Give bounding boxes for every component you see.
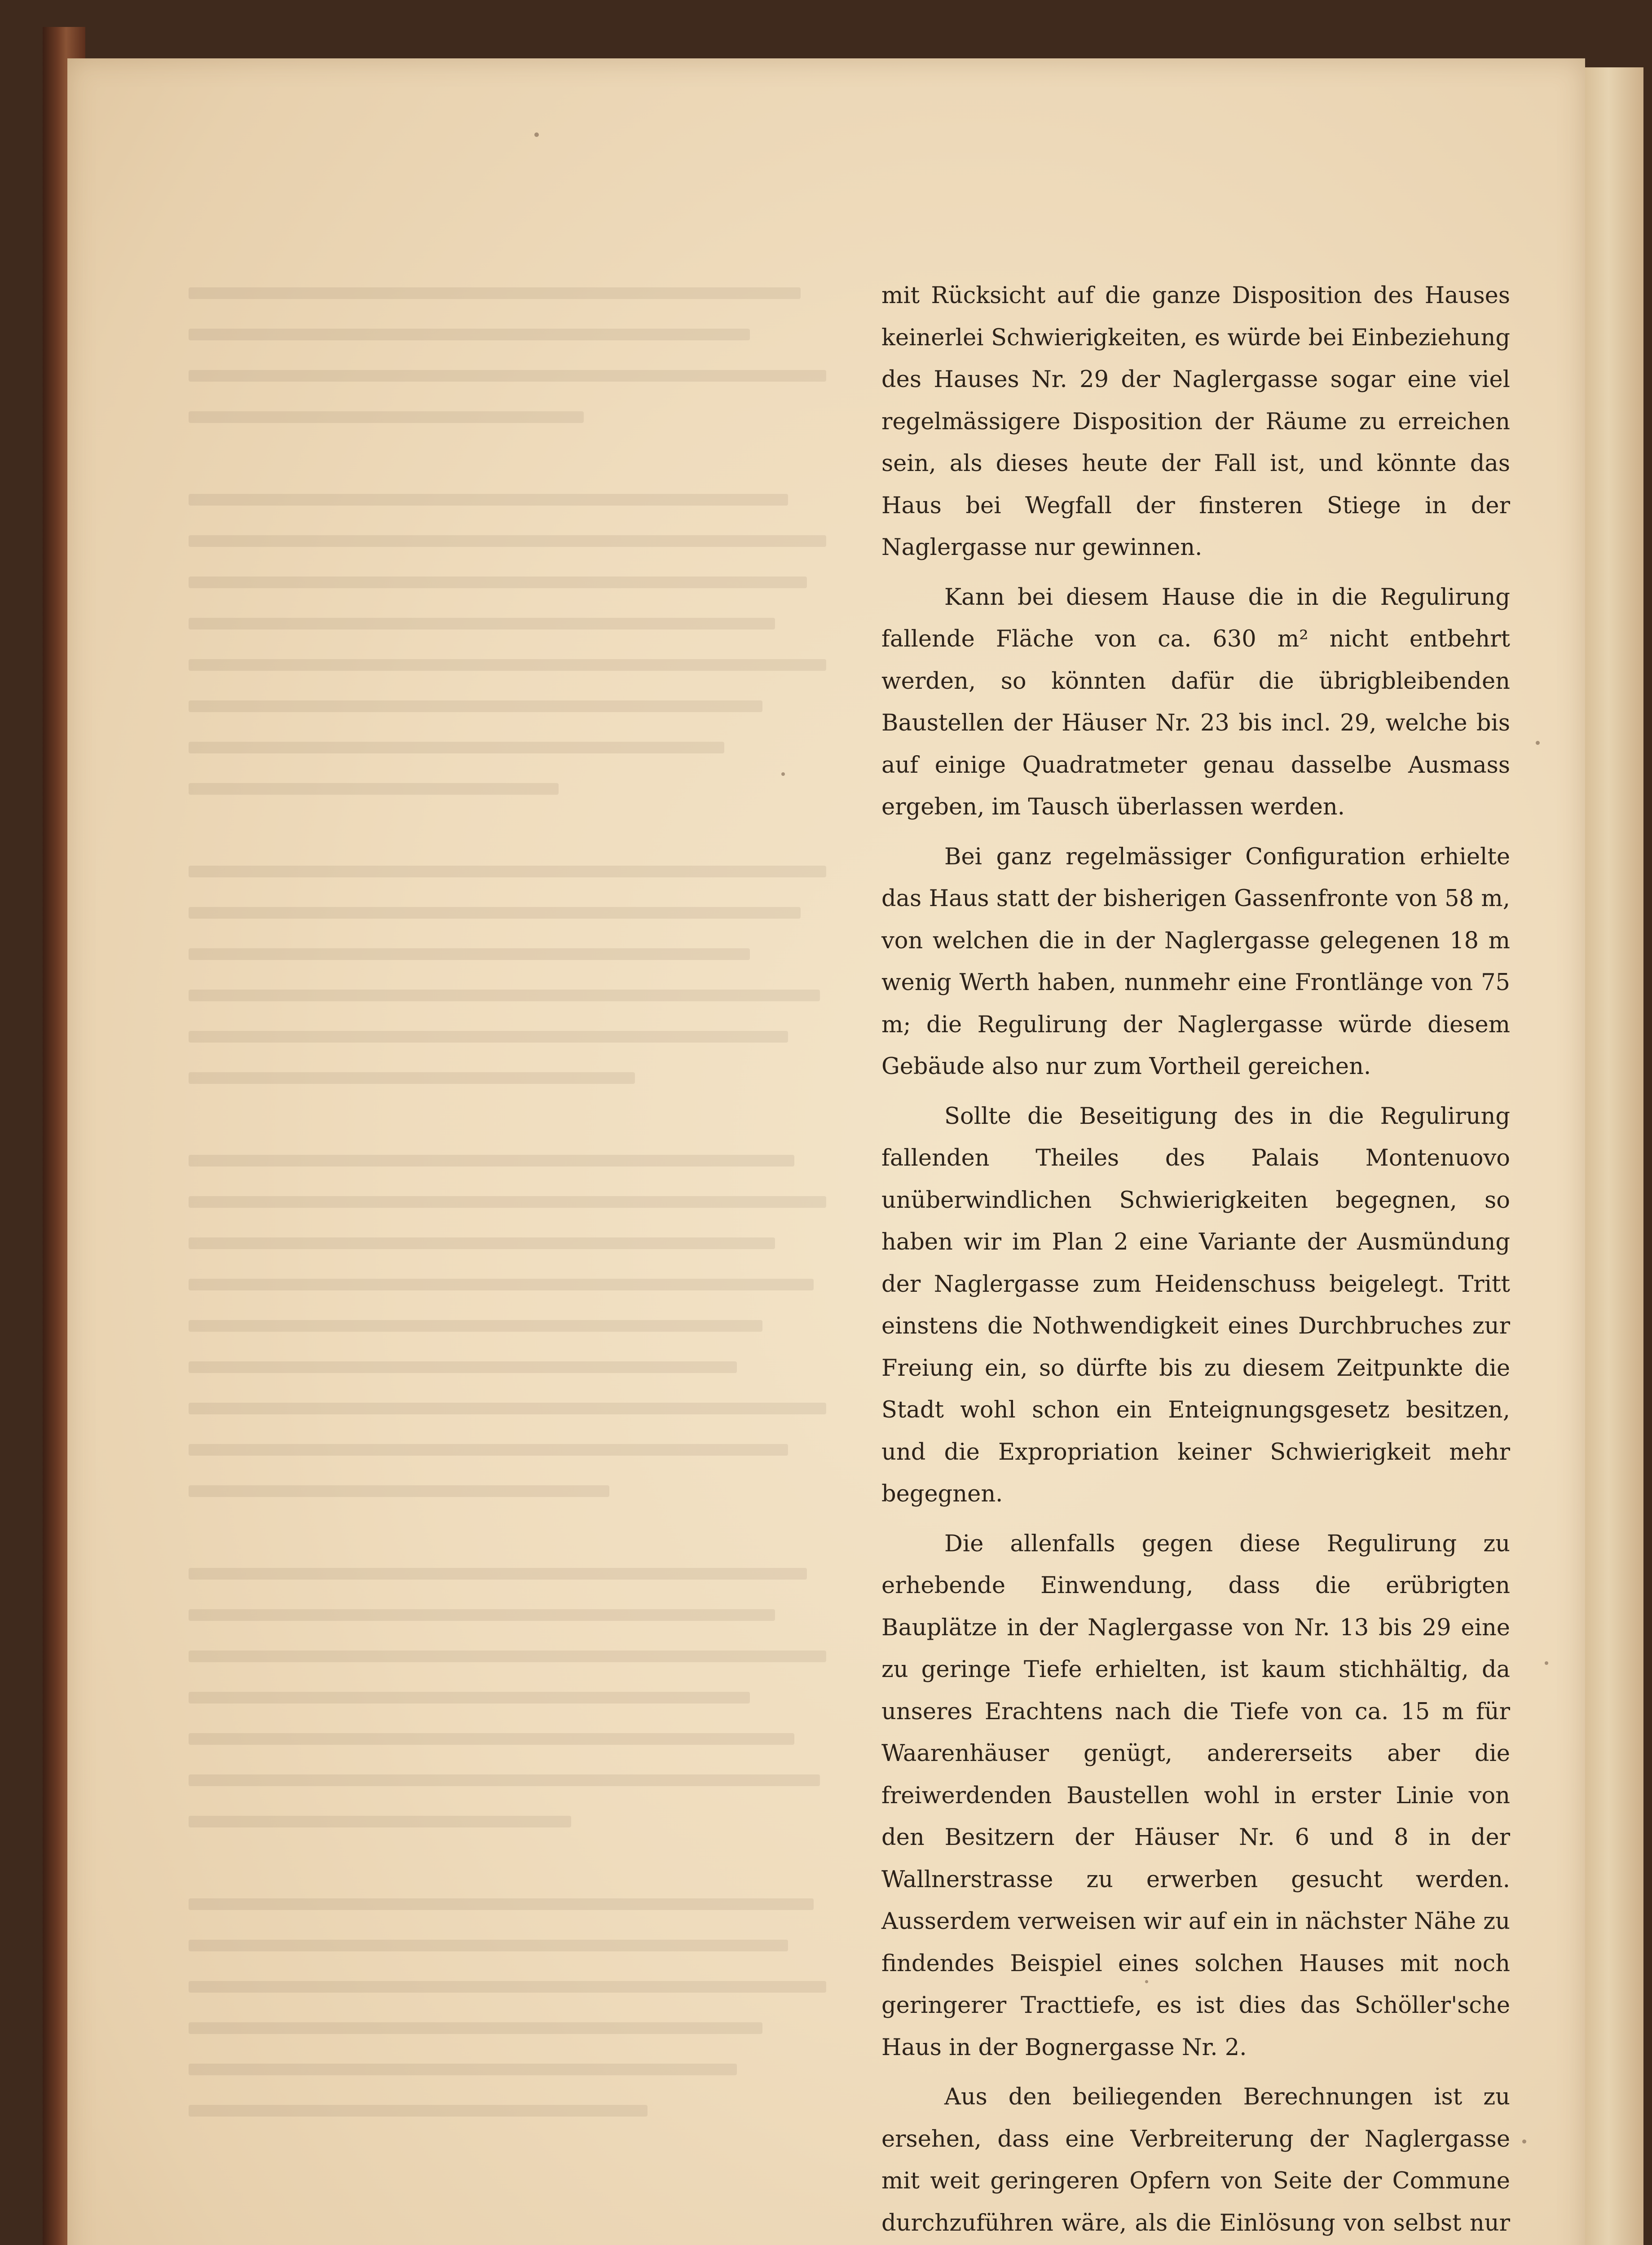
bleed-line xyxy=(189,742,724,753)
bleed-line xyxy=(189,907,801,919)
bleed-line xyxy=(189,1733,794,1745)
paragraph: Aus den beiliegenden Berechnungen ist zu ersehen, dass eine Verbreiterung der Naglergasse mit weit geringeren Opfern von Seite der Commune durchzuführen wäre, als die Einlösung von selbst nur xyxy=(881,2084,1510,2236)
bleed-line xyxy=(189,700,762,712)
bleed-line xyxy=(189,1816,571,1827)
bleed-line xyxy=(189,411,584,423)
paragraph: Bei ganz regelmässiger Configuration erhielte das Haus statt der bisherigen Gassenfronte von 58 m, von welchen die in der Naglergasse gelegenen 18 m wenig Werth haben, nunmehr eine Frontlänge von 75 m; die Regulirung der Naglergasse würde diesem Gebäude also nur zum Vortheil gereichen. xyxy=(881,843,1510,1080)
bleed-line xyxy=(189,1485,609,1497)
bleed-line xyxy=(189,1072,635,1084)
bleed-line xyxy=(189,659,826,671)
bleed-line xyxy=(189,1692,750,1704)
paragraph: Die allenfalls gegen diese Regulirung zu erhebende Einwendung, dass die erübrigten Bauplätze in der Naglergasse von Nr. 13 bis 29 eine zu geringe Tiefe erhielten, ist kaum stichhältig, da unseres Erachtens nach die Tiefe von ca. 15 m für Waarenhäuser genügt, andererseits aber die freiwerdenden Baustellen wohl in erster Linie von den Besitzern der Häuser Nr. 6 und 8 in der Wallnerstrasse zu erwerben gesucht werden. Ausserdem verweisen wir auf ein in nächster Nähe zu findendes Beispiel eines solchen Hauses mit noch geringerer Tracttiefe, es ist dies das Schöller'sche Haus in der Bognergasse Nr. 2. xyxy=(881,1530,1510,2061)
text-column xyxy=(881,275,1510,2245)
bleed-line xyxy=(189,2064,737,2075)
paper-speck xyxy=(534,132,539,137)
bleed-line xyxy=(189,1940,788,1951)
page-edge xyxy=(1585,67,1643,2245)
bleed-line xyxy=(189,494,788,506)
bleed-line xyxy=(189,577,807,588)
paragraph: Sollte die Beseitigung des in die Regulirung fallenden Theiles des Palais Montenuovo unüberwindlichen Schwierigkeiten begegnen, so haben wir im Plan 2 eine Variante der Ausmündung der Naglergasse zum Heidenschuss beigelegt. Tritt einstens die Nothwendigkeit eines Durchbruches zur Freiung ein, so dürfte bis zu diesem Zeitpunkte die Stadt wohl schon ein Enteignungsgesetz besitzen, und die Expropriation keiner Schwierigkeit mehr begegnen. xyxy=(881,1103,1510,1507)
bleed-line xyxy=(189,1279,814,1290)
bleed-line xyxy=(189,948,750,960)
bleed-line xyxy=(189,535,826,547)
bleed-line xyxy=(189,1651,826,1662)
bleed-line xyxy=(189,618,775,629)
paper-speck xyxy=(1545,1661,1548,1665)
paper-speck xyxy=(781,772,785,776)
bleed-line xyxy=(189,1361,737,1373)
bleed-line xyxy=(189,1155,794,1167)
bleed-line xyxy=(189,2105,648,2117)
bleed-line xyxy=(189,329,750,340)
bleed-line xyxy=(189,1609,775,1621)
bleed-line xyxy=(189,287,801,299)
bleed-line xyxy=(189,1981,826,1993)
paragraph: Kann bei diesem Hause die in die Regulirung fallende Fläche von ca. 630 m² nicht entbehrt werden, so könnten dafür die übrigbleibenden Baustellen der Häuser Nr. 23 bis incl. 29, welche bis auf einige Quadratmeter genau dasselbe Ausmass ergeben, im Tausch überlassen werden. xyxy=(881,584,1510,820)
paragraph: mit Rücksicht auf die ganze Disposition des Hauses keinerlei Schwierigkeiten, es würde bei Einbeziehung des Hauses Nr. 29 der Naglergasse sogar eine viel regelmässigere Disposition der Räume zu erreichen sein, als dieses heute der Fall ist, und könnte das Haus bei Wegfall der finsteren Stiege in der Naglergasse nur gewinnen. xyxy=(881,282,1510,561)
bleed-line xyxy=(189,1568,807,1580)
bleed-line xyxy=(189,1403,826,1414)
bleed-line xyxy=(189,1237,775,1249)
bleed-line xyxy=(189,1898,814,1910)
paper-speck xyxy=(1536,741,1540,745)
bleed-line xyxy=(189,1774,820,1786)
bleed-through-text xyxy=(189,287,826,2209)
paper-speck xyxy=(1522,2139,1526,2144)
bleed-line xyxy=(189,783,559,795)
bleed-line xyxy=(189,1444,788,1456)
bleed-line xyxy=(189,1320,762,1332)
bleed-line xyxy=(189,2022,762,2034)
bleed-line xyxy=(189,866,826,877)
bleed-line xyxy=(189,1031,788,1043)
bleed-line xyxy=(189,990,820,1001)
bleed-line xyxy=(189,370,826,382)
bleed-line xyxy=(189,1196,826,1208)
